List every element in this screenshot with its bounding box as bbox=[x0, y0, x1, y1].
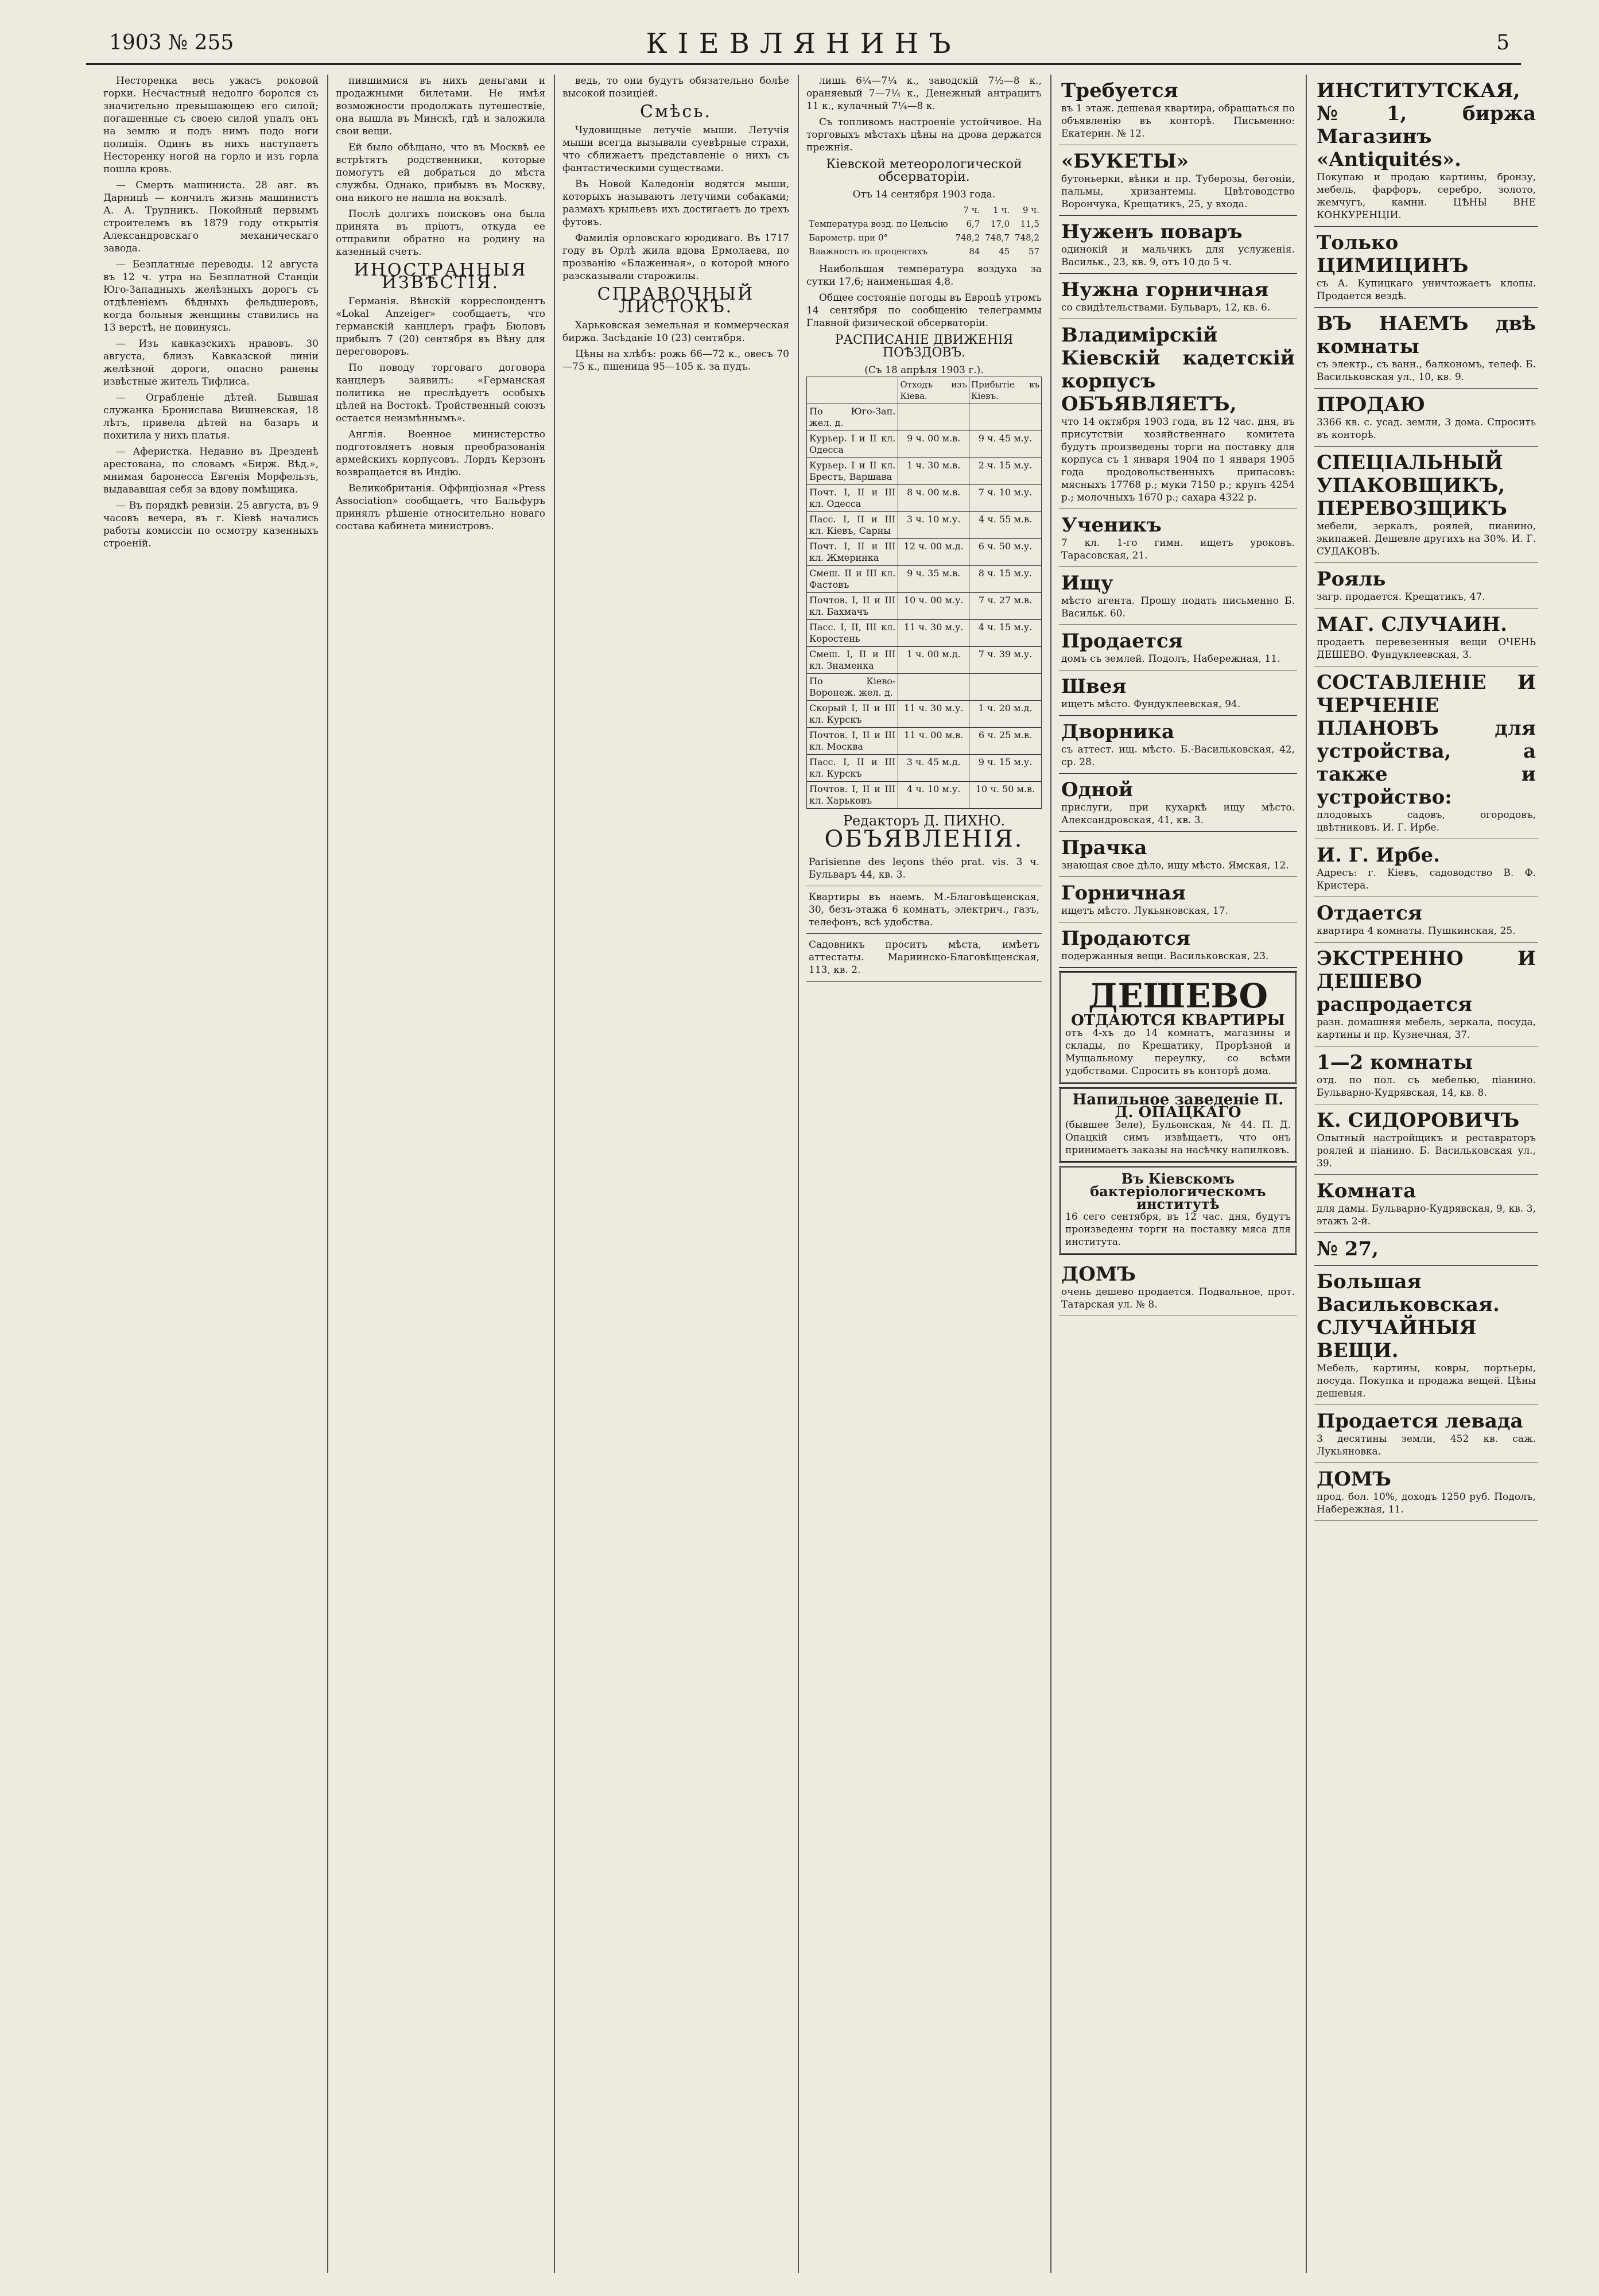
ad-body: Адресъ: г. Кіевъ, садоводство В. Ф. Кристера. bbox=[1317, 867, 1536, 891]
ad-body: 3366 кв. с. усад. земли, 3 дома. Спросить въ конторѣ. bbox=[1317, 417, 1536, 441]
arrival-cell: 8 ч. 15 м.у. bbox=[969, 566, 1042, 593]
ad-headline: Продаются bbox=[1061, 927, 1191, 950]
arrival-cell: 4 ч. 55 м.в. bbox=[969, 512, 1042, 539]
article-paragraph: — Изъ кавказскихъ нравовъ. 30 августа, близъ Кавказской линіи желѣзной дороги, опасно ранены извѣстные житель Тифлиса. bbox=[103, 338, 319, 387]
weather-header-row: 7 ч. 1 ч. 9 ч. bbox=[963, 205, 1039, 215]
arrival-cell: 6 ч. 50 м.у. bbox=[969, 539, 1042, 566]
departure-cell: 3 ч. 45 м.д. bbox=[898, 755, 969, 782]
classified-ad bbox=[1314, 1104, 1538, 1175]
arrival-cell: 9 ч. 15 м.у. bbox=[969, 755, 1042, 782]
ad-headline: ДОМЪ bbox=[1061, 1263, 1136, 1286]
ad-body: Мебель, картины, ковры, портьеры, посуда. Покупка и продажа вещей. Цѣны дешевыя. bbox=[1317, 1363, 1536, 1399]
ad-headline: Нужна горничная bbox=[1061, 278, 1269, 301]
classified-ad bbox=[1314, 1233, 1538, 1266]
ad-headline: К. СИДОРОВИЧЪ bbox=[1317, 1109, 1520, 1132]
ad-headline: ИНСТИТУТСКАЯ, №1, биржа Магазинъ «Antiquités». bbox=[1317, 79, 1536, 171]
arrival-cell bbox=[969, 674, 1042, 701]
weather-row: Температура возд. по Цельсію 6,7 17,0 11,5 bbox=[809, 219, 1039, 229]
schedule-row bbox=[807, 539, 1042, 566]
schedule-row bbox=[807, 728, 1042, 755]
classified-ad bbox=[1314, 1463, 1538, 1521]
ad-headline: ЭКСТРЕННО И ДЕШЕВО распродается bbox=[1317, 947, 1536, 1016]
schedule-title: РАСПИСАНІЕ ДВИЖЕНІЯ ПОѢЗДОВЪ. bbox=[835, 333, 1014, 360]
train-name-cell: Пасс. I, II и III кл. Кіевъ, Сарны bbox=[807, 512, 898, 539]
column-1 bbox=[103, 75, 319, 2273]
ad-body: Опытный настройщикъ и реставраторъ роялей и піанино. Б. Васильковская ул., 39. bbox=[1317, 1133, 1536, 1169]
ad-headline: Продается левада bbox=[1317, 1410, 1523, 1433]
article-paragraph: Цѣны на хлѣбъ: рожь 66—72 к., овесъ 70—75 к., пшеница 95—105 к. за пудъ. bbox=[562, 348, 789, 373]
column-divider bbox=[327, 75, 328, 2273]
arrival-cell: 7 ч. 27 м.в. bbox=[969, 593, 1042, 620]
train-name-cell: Почт. I, II и III кл. Одесса bbox=[807, 485, 898, 512]
ad-body: 3 десятины земли, 452 кв. саж. Лукьяновка. bbox=[1317, 1433, 1536, 1457]
departure-cell: 12 ч. 00 м.д. bbox=[898, 539, 969, 566]
classified-ad bbox=[1314, 447, 1538, 563]
schedule-header-row: Отходъ изъ Кіева. Прибытіе въ Кіевъ. bbox=[807, 377, 1042, 404]
classified-ad bbox=[1059, 567, 1297, 625]
train-name-cell: Почтов. I, II и III кл. Харьковъ bbox=[807, 782, 898, 809]
ad-headline: Въ Кіевскомъ бактеріологическомъ институтѣ bbox=[1090, 1170, 1266, 1212]
train-name-cell: Смеш. II и III кл. Фастовъ bbox=[807, 566, 898, 593]
classified-ad bbox=[1059, 216, 1297, 274]
page-header bbox=[86, 23, 1521, 65]
schedule-row bbox=[807, 566, 1042, 593]
classified-ad bbox=[1314, 1266, 1538, 1405]
ad-headline: Только ЦИМИЦИНЪ bbox=[1317, 231, 1469, 277]
article-paragraph: Фамилія орловскаго юродиваго. Въ 1717 году въ Орлѣ жила вдова Ермолаева, по прозванію «Блаженная», о которой много разсказывали старожилы. bbox=[562, 232, 789, 282]
ad-body: мѣсто агента. Прошу подать письменно Б. Васильк. 60. bbox=[1061, 595, 1295, 619]
arrival-cell: 7 ч. 10 м.у. bbox=[969, 485, 1042, 512]
train-name-cell: По Юго-Зап. жел. д. bbox=[807, 404, 898, 431]
departure-cell: 4 ч. 10 м.у. bbox=[898, 782, 969, 809]
ad-headline: Швея bbox=[1061, 675, 1127, 698]
article-paragraph: — Ограбленіе дѣтей. Бывшая служанка Бронислава Вишневская, 18 лѣтъ, привела дѣтей на базаръ и похитила у нихъ платья. bbox=[103, 392, 319, 441]
schedule-row bbox=[807, 404, 1042, 431]
train-name-cell: Курьер. I и II кл. Одесса bbox=[807, 431, 898, 458]
ad-body: съ электр., съ ванн., балкономъ, телеф. Б. Васильковская ул., 10, кв. 9. bbox=[1317, 359, 1536, 383]
ad-headline: Комната bbox=[1317, 1180, 1416, 1203]
ad-body: 16 сего сентября, въ 12 час. дня, будутъ произведены торги на поставку мяса для института. bbox=[1065, 1211, 1291, 1248]
article-paragraph: Послѣ долгихъ поисковъ она была принята въ пріютъ, откуда ее отправили обратно на родину на казенный счетъ. bbox=[336, 208, 545, 258]
departure-cell: 1 ч. 30 м.в. bbox=[898, 458, 969, 485]
ad-body: прислуги, при кухаркѣ ищу мѣсто. Александровская, 41, кв. 3. bbox=[1061, 802, 1295, 826]
ad-body: разн. домашняя мебель, зеркала, посуда, картины и пр. Кузнечная, 37. bbox=[1317, 1017, 1536, 1041]
classified-ad bbox=[1059, 75, 1297, 145]
classified-ad bbox=[1314, 897, 1538, 943]
classified-ad bbox=[1314, 308, 1538, 389]
article-paragraph: — Смерть машиниста. 28 авг. въ Дарницѣ — кончилъ жизнь машинистъ А. А. Трупникъ. Покойный первымъ строителемъ въ 1879 году открытія Александровскаго механическаго завода. bbox=[103, 180, 319, 254]
ad-headline: Одной bbox=[1061, 778, 1134, 801]
classified-ad bbox=[1314, 1175, 1538, 1233]
departure-cell: 10 ч. 00 м.у. bbox=[898, 593, 969, 620]
article-paragraph: Германія. Вѣнскій корреспондентъ «Lokal Anzeiger» сообщаетъ, что германскій канцлеръ графъ Бюловъ прибылъ 7 (20) сентября въ Вѣну для переговоровъ. bbox=[336, 296, 545, 358]
schedule-row bbox=[807, 593, 1042, 620]
article-paragraph: лишь 6¼—7¼ к., заводскій 7½—8 к., ораняевый 7—7¼ к., Денежный антрацитъ 11 к., кулачный 7¼—8 к. bbox=[806, 75, 1042, 112]
classified-ad bbox=[1314, 227, 1538, 308]
schedule-row bbox=[807, 431, 1042, 458]
classified-ad bbox=[1059, 832, 1297, 877]
article-paragraph: — Аферистка. Недавно въ Дрезденѣ арестована, по словамъ «Бирж. Вѣд.», мнимая баронесса Евгенія Морфельзъ, выдававшая себя за вдову помѣщика. bbox=[103, 446, 319, 495]
ad-body: загр. продается. Крещатикъ, 47. bbox=[1317, 591, 1485, 603]
ad-headline: Прачка bbox=[1061, 836, 1147, 859]
classified-ad bbox=[1314, 1046, 1538, 1104]
ad-headline: Рояль bbox=[1317, 568, 1386, 591]
ad-body: ищетъ мѣсто. Лукьяновская, 17. bbox=[1061, 905, 1229, 917]
ad-headline: ДОМЪ bbox=[1317, 1468, 1392, 1491]
bacteriology-ad bbox=[1059, 1166, 1297, 1255]
article-paragraph: Великобританія. Оффиціозная «Press Association» сообщаетъ, что Бальфуръ принялъ рѣшеніе относительно новаго состава кабинета министровъ. bbox=[336, 483, 545, 532]
ad-body: плодовыхъ садовъ, огородовъ, цвѣтниковъ. И. Г. Ирбе. bbox=[1317, 809, 1536, 833]
article-paragraph: ведь, то они будутъ обязательно болѣе высокой позиціей. bbox=[562, 75, 789, 99]
ad-headline: Напильное заведеніе П. Д. ОПАЦКАГО bbox=[1072, 1091, 1284, 1121]
departure-cell: 1 ч. 00 м.д. bbox=[898, 647, 969, 674]
train-name-cell: Пасс. I, II и III кл. Курскъ bbox=[807, 755, 898, 782]
column-divider bbox=[1050, 75, 1051, 2273]
arrival-cell: 9 ч. 45 м.у. bbox=[969, 431, 1042, 458]
ad-body: подержанныя вещи. Васильковская, 23. bbox=[1061, 951, 1269, 962]
weather-row: Влажность въ процентахъ 84 45 57 bbox=[809, 246, 1039, 257]
departure-cell bbox=[898, 404, 969, 431]
train-name-cell: Смеш. I, II и III кл. Знаменка bbox=[807, 647, 898, 674]
ad-body: мебели, зеркалъ, роялей, пианино, экипажей. Дешевле другихъ на 30%. И. Г. СУДАКОВЪ. bbox=[1317, 521, 1536, 557]
classified-ad: Садовникъ проситъ мѣста, имѣетъ аттестаты. Мариинско-Благовѣщенская, 113, кв. 2. bbox=[806, 934, 1042, 982]
article-paragraph: Ей было обѣщано, что въ Москвѣ ее встрѣтятъ родственники, которые помогутъ ей добраться до мѣста службы. Однако, прибывъ въ Москву, она никого не нашла на вокзалѣ. bbox=[336, 142, 545, 204]
schedule-row bbox=[807, 620, 1042, 647]
classified-ad bbox=[1059, 274, 1297, 319]
ad-headline: Большая Васильковская. СЛУЧАЙНЫЯ ВЕЩИ. bbox=[1317, 1270, 1500, 1362]
ad-body: съ А. Купицкаго уничтожаетъ клопы. Продается вездѣ. bbox=[1317, 278, 1536, 302]
ad-body: одинокій и мальчикъ для услуженія. Васильк., 23, кв. 9, отъ 10 до 5 ч. bbox=[1061, 244, 1295, 268]
ad-body: 7 кл. 1-го гимн. ищетъ уроковъ. Тарасовская, 21. bbox=[1061, 537, 1295, 561]
schedule-row bbox=[807, 782, 1042, 809]
mix-section-title: Смѣсь. bbox=[639, 102, 712, 122]
ad-body: (бывшее Зеле), Бульонская, № 44. П. Д. Опацкій симъ извѣщаетъ, что онъ принимаетъ заказы на насѣчку напилковъ. bbox=[1065, 1119, 1291, 1156]
article-paragraph: Съ топливомъ настроеніе устойчивое. На торговыхъ мѣстахъ цѣны на дрова держатся прежнія. bbox=[806, 117, 1042, 153]
classified-ad bbox=[1314, 608, 1538, 666]
ad-headline: Дворника bbox=[1061, 720, 1174, 743]
schedule-row bbox=[807, 512, 1042, 539]
column-6 bbox=[1314, 75, 1538, 2273]
ad-body: прод. бол. 10%, доходъ 1250 руб. Подолъ, Набережная, 11. bbox=[1317, 1491, 1536, 1515]
ad-body: отъ 4-хъ до 14 комнатъ, магазины и склады, по Крещатику, Прорѣзной и Мущальному переулку, со всѣми удобствами. Спросить въ конторѣ дома. bbox=[1065, 1027, 1291, 1077]
classified-ad bbox=[1314, 839, 1538, 897]
arrival-cell: 1 ч. 20 м.д. bbox=[969, 701, 1042, 728]
arrival-cell: 6 ч. 25 м.в. bbox=[969, 728, 1042, 755]
article-paragraph: Въ Новой Каледоніи водятся мыши, которыхъ называютъ летучими собаками; размахъ крыльевъ ихъ достигаетъ до трехъ футовъ. bbox=[562, 179, 789, 228]
classified-ad bbox=[1314, 943, 1538, 1046]
ad-headline: 1—2 комнаты bbox=[1317, 1051, 1473, 1074]
column-divider bbox=[1306, 75, 1307, 2273]
ads-section-title: ОБЪЯВЛЕНІЯ. bbox=[824, 826, 1024, 852]
observatory-title: Кіевской метеорологической обсерваторіи. bbox=[826, 157, 1022, 184]
column-4 bbox=[806, 75, 1042, 2273]
train-name-cell: По Кіево-Воронеж. жел. д. bbox=[807, 674, 898, 701]
column-divider bbox=[798, 75, 799, 2273]
ad-headline: ПРОДАЮ bbox=[1317, 393, 1425, 416]
arrival-cell bbox=[969, 404, 1042, 431]
departure-cell: 9 ч. 00 м.в. bbox=[898, 431, 969, 458]
departure-cell: 11 ч. 00 м.в. bbox=[898, 728, 969, 755]
classified-ad bbox=[1059, 877, 1297, 922]
ad-headline: Ищу bbox=[1061, 572, 1113, 595]
classified-ad bbox=[1059, 922, 1297, 968]
departure-cell: 9 ч. 35 м.в. bbox=[898, 566, 969, 593]
article-paragraph: По поводу торговаго договора канцлеръ заявилъ: «Германская политика не преслѣдуетъ особыхъ цѣлей на Востокѣ. Тройственный союзъ остается неизмѣннымъ». bbox=[336, 362, 545, 424]
ad-headline: «БУКЕТЫ» bbox=[1061, 150, 1189, 173]
ad-body: ищетъ мѣсто. Фундуклеевская, 94. bbox=[1061, 699, 1241, 710]
editor-line: Редакторъ Д. ПИХНО. bbox=[843, 813, 1006, 829]
departure-cell: 8 ч. 00 м.в. bbox=[898, 485, 969, 512]
ad-headline: ВЪ НАЕМЪ двѣ комнаты bbox=[1317, 312, 1536, 358]
ad-body: домъ съ землей. Подолъ, Набережная, 11. bbox=[1061, 653, 1280, 665]
column-divider bbox=[554, 75, 555, 2273]
classified-ad bbox=[1059, 670, 1297, 716]
ad-body: съ аттест. ищ. мѣсто. Б.-Васильковская, 42, ср. 28. bbox=[1061, 744, 1295, 768]
classified-ad bbox=[1314, 666, 1538, 839]
classified-ad bbox=[1059, 716, 1297, 774]
article-paragraph: Англія. Военное министерство подготовляетъ новыя преобразованія армейскихъ корпусовъ. Лордъ Керзонъ возвращается въ Индію. bbox=[336, 429, 545, 478]
departure-cell: 11 ч. 30 м.у. bbox=[898, 701, 969, 728]
classified-ad bbox=[1059, 145, 1297, 216]
schedule-row bbox=[807, 674, 1042, 701]
classified-ad bbox=[1314, 1405, 1538, 1463]
classified-ad bbox=[1059, 319, 1297, 509]
ad-headline: СОСТАВЛЕНІЕ И ЧЕРЧЕНІЕ ПЛАНОВЪ для устройства, а также и устройство: bbox=[1317, 671, 1536, 809]
ad-headline: СПЕЦІАЛЬНЫЙ УПАКОВЩИКЪ, ПЕРЕВОЗЩИКЪ bbox=[1317, 451, 1507, 520]
classified-ad bbox=[1059, 774, 1297, 832]
cheap-apartments-ad bbox=[1059, 971, 1297, 1084]
ad-body: знающая свое дѣло, ищу мѣсто. Ямская, 12. bbox=[1061, 860, 1289, 871]
classified-ad bbox=[1314, 75, 1538, 227]
newspaper-title: КІЕВЛЯНИНЪ bbox=[646, 28, 961, 60]
arrival-cell: 4 ч. 15 м.у. bbox=[969, 620, 1042, 647]
weather-row: Барометр. при 0° 748,2 748,7 748,2 bbox=[809, 232, 1039, 243]
classified-ad bbox=[1314, 389, 1538, 447]
ad-headline: № 27, bbox=[1317, 1238, 1379, 1261]
column-5 bbox=[1059, 75, 1297, 2273]
column-2 bbox=[336, 75, 545, 2273]
ad-headline: Продается bbox=[1061, 630, 1183, 653]
classified-ad bbox=[1059, 509, 1297, 567]
classified-ad bbox=[1314, 563, 1538, 608]
train-name-cell: Почтов. I, II и III кл. Бахмачъ bbox=[807, 593, 898, 620]
classified-ad: Квартиры въ наемъ. М.-Благовѣщенская, 30, безъ-этажа 6 комнатъ, электрич., газъ, телефонъ, всѣ удобства. bbox=[806, 886, 1042, 934]
train-schedule-table bbox=[806, 377, 1042, 809]
ad-headline: Отдается bbox=[1317, 902, 1422, 925]
article-paragraph: — Безплатные переводы. 12 августа въ 12 ч. утра на Безплатной Станціи Юго-Западныхъ желѣзныхъ дорогъ съ отдѣленіемъ бѣдныхъ фельдшеровъ, когда больныя женщины ставились на 13 верстѣ, не повинуясь. bbox=[103, 259, 319, 333]
train-name-cell: Почтов. I, II и III кл. Москва bbox=[807, 728, 898, 755]
article-paragraph: Чудовищные летучіе мыши. Летучія мыши всегда вызывали суевѣрные страхи, что сближаетъ представленіе о нихъ съ фантастическими существами. bbox=[562, 125, 789, 174]
article-paragraph: Несторенка весь ужасъ роковой горки. Несчастный недолго боролся съ значительно превышающею его силой; погашенные съ своею силой упалъ онъ на землю и подъ нимъ подо ноги полиція. Одинъ въ нихъ наступаетъ Несторенку ногой на горло и изъ горла пошла кровь. bbox=[103, 75, 319, 175]
departure-cell bbox=[898, 674, 969, 701]
train-name-cell: Почт. I, II и III кл. Жмеринка bbox=[807, 539, 898, 566]
train-name-cell: Курьер. I и II кл. Брестъ, Варшава bbox=[807, 458, 898, 485]
arrival-cell: 7 ч. 39 м.у. bbox=[969, 647, 1042, 674]
ad-headline: Горничная bbox=[1061, 882, 1186, 905]
ad-headline: Нуженъ поваръ bbox=[1061, 220, 1243, 243]
ad-body: въ 1 этаж. дешевая квартира, обращаться по объявленію въ конторѣ. Письменно: Екатерин. № 12. bbox=[1061, 103, 1295, 139]
schedule-row bbox=[807, 701, 1042, 728]
ad-headline: ДЕШЕВО bbox=[1088, 976, 1268, 1015]
ad-headline: Владимірскій Кіевскій кадетскій корпусъ ОБЪЯВЛЯЕТЪ, bbox=[1061, 324, 1295, 416]
house-sale-ad bbox=[1059, 1258, 1297, 1316]
train-name-cell: Пасс. I, II, III кл. Коростень bbox=[807, 620, 898, 647]
ad-body: для дамы. Бульварно-Кудрявская, 9, кв. 3, этажъ 2-й. bbox=[1317, 1203, 1536, 1227]
schedule-subtitle: (Съ 18 апрѣля 1903 г.). bbox=[864, 364, 984, 376]
arrival-cell: 2 ч. 15 м.у. bbox=[969, 458, 1042, 485]
ad-body: продаетъ перевезенныя вещи ОЧЕНЬ ДЕШЕВО. Фундуклеевская, 3. bbox=[1317, 637, 1536, 661]
foreign-news-title: ИНОСТРАННЫЯ ИЗВѢСТІЯ. bbox=[354, 260, 527, 293]
ad-headline: Требуется bbox=[1061, 79, 1178, 102]
article-paragraph: Харьковская земельная и коммерческая биржа. Засѣданіе 10 (23) сентября. bbox=[562, 320, 789, 344]
ad-headline: МАГ. СЛУЧАИН. bbox=[1317, 613, 1508, 636]
train-name-cell: Скорый I, II и III кл. Курскъ bbox=[807, 701, 898, 728]
ad-body: отд. по пол. съ мебелью, піанино. Бульварно-Кудрявская, 14, кв. 8. bbox=[1317, 1075, 1536, 1099]
ad-subheadline: ОТДАЮТСЯ КВАРТИРЫ bbox=[1071, 1012, 1285, 1029]
weather-table bbox=[806, 203, 1042, 258]
schedule-row bbox=[807, 458, 1042, 485]
classified-ad bbox=[1059, 625, 1297, 670]
opatsky-ad bbox=[1059, 1087, 1297, 1163]
article-paragraph: Наибольшая температура воздуха за сутки 17,6; наименьшая 4,8. bbox=[806, 263, 1042, 288]
issue-number: 1903 № 255 bbox=[109, 31, 234, 55]
article-paragraph: Общее состояніе погоды въ Европѣ утромъ 14 сентября по сообщенію телеграммы Главной физической обсерваторіи. bbox=[806, 292, 1042, 329]
reference-section-title: СПРАВОЧНЫЙ ЛИСТОКЪ. bbox=[597, 284, 755, 317]
schedule-row bbox=[807, 647, 1042, 674]
schedule-row bbox=[807, 755, 1042, 782]
column-3 bbox=[562, 75, 789, 2273]
departure-cell: 11 ч. 30 м.у. bbox=[898, 620, 969, 647]
observatory-subtitle: Отъ 14 сентября 1903 года. bbox=[852, 189, 996, 200]
arrival-cell: 10 ч. 50 м.в. bbox=[969, 782, 1042, 809]
ad-body: Покупаю и продаю картины, бронзу, мебель, фарфоръ, серебро, золото, жемчугъ, камни. ЦѢНЫ ВНЕ КОНКУРЕНЦІИ. bbox=[1317, 172, 1536, 221]
schedule-row bbox=[807, 485, 1042, 512]
ad-body: бутоньерки, вѣнки и пр. Туберозы, бегоніи, пальмы, хризантемы. Цвѣтоводство Ворончука, Крещатикъ, 25, у входа. bbox=[1061, 173, 1295, 210]
article-paragraph: — Въ порядкѣ ревизіи. 25 августа, въ 9 часовъ вечера, въ г. Кіевѣ начались работы комиссіи по осмотру казенныхъ строеній. bbox=[103, 500, 319, 549]
ad-headline: Ученикъ bbox=[1061, 514, 1162, 537]
ad-body: что 14 октября 1903 года, въ 12 час. дня, въ присутствіи хозяйственнаго комитета будутъ произведены торги на поставку для корпуса съ 1 января 1904 по 1 января 1905 года продовольственныхъ припасовъ: мясныхъ 17768 р.; муки 7150 р.; крупъ 4254 р.; молочныхъ 1670 р.; сахара 4322 р. bbox=[1061, 416, 1295, 503]
ad-headline: И. Г. Ирбе. bbox=[1317, 844, 1440, 867]
classified-ad: Parisienne des leçons théo prat. vis. 3 ч. Бульваръ 44, кв. 3. bbox=[806, 851, 1042, 886]
ad-body: квартира 4 комнаты. Пушкинская, 25. bbox=[1317, 925, 1516, 937]
page-number: 5 bbox=[1496, 31, 1509, 55]
ad-body: очень дешево продается. Подвальное, прот. Татарская ул. № 8. bbox=[1061, 1286, 1295, 1310]
departure-cell: 3 ч. 10 м.у. bbox=[898, 512, 969, 539]
ad-body: со свидѣтельствами. Бульваръ, 12, кв. 6. bbox=[1061, 302, 1271, 313]
article-paragraph: пившимися въ нихъ деньгами и продажными билетами. Не имѣя возможности продолжать путешествіе, она вышла въ Минскѣ, гдѣ и заложила свои вещи. bbox=[336, 75, 545, 137]
